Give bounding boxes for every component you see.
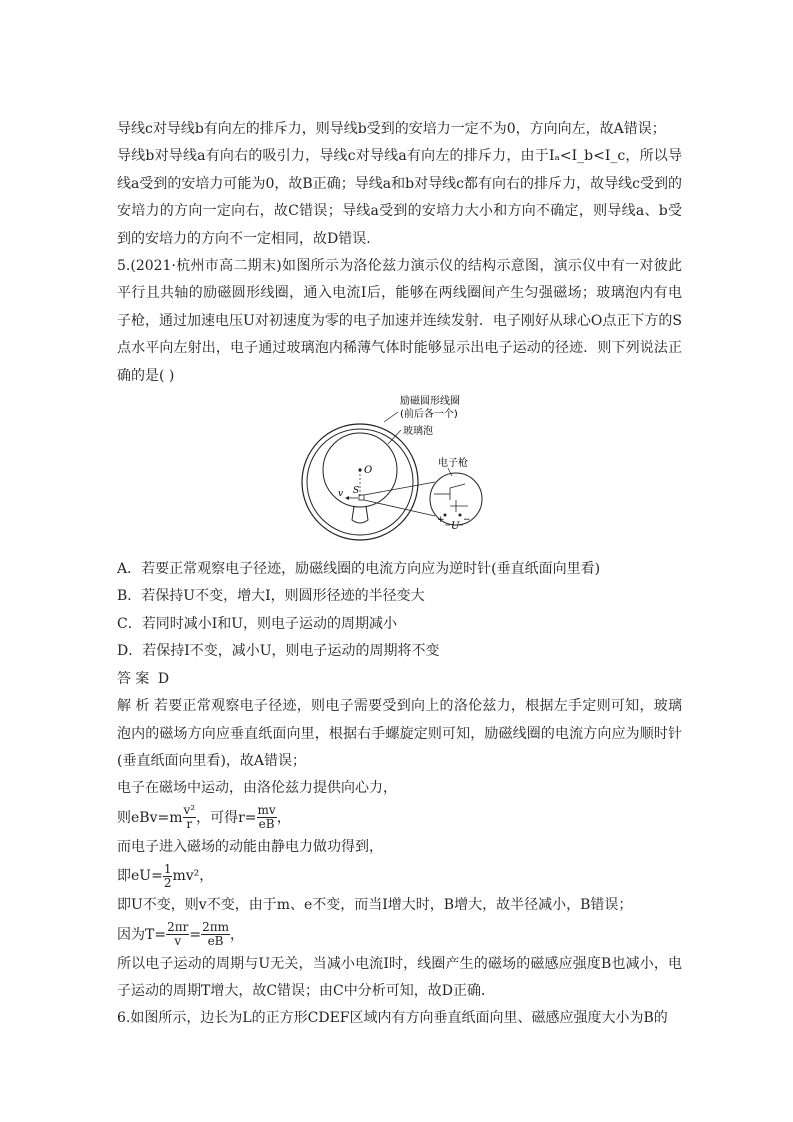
label-o: O bbox=[364, 465, 373, 477]
answer-label: 答案 bbox=[117, 670, 154, 687]
velocity-arrowhead bbox=[345, 496, 349, 500]
eq1-suffix: ， bbox=[276, 809, 291, 826]
option-b: B．若保持U不变，增大I，则圆形径迹的半径变大 bbox=[117, 588, 425, 605]
leader-coil bbox=[384, 412, 398, 422]
answer-line bbox=[117, 666, 682, 693]
label-u: U bbox=[451, 521, 460, 533]
analysis-text-1: 若要正常观察电子径迹，则电子需要受到向上的洛伦兹力，根据左手定则可知，玻璃泡内的磁场方向应垂直纸面向里，根据右手螺旋定则可知，励磁线圈的电流方向应为顺时针(垂直纸面向里看)，故A错误； bbox=[117, 698, 683, 769]
eq3-frac2-num: 2πm bbox=[202, 920, 229, 935]
leader-gun bbox=[448, 468, 452, 476]
eq1-frac2-den: eB bbox=[258, 817, 275, 832]
label-s: S bbox=[353, 486, 360, 497]
analysis-paragraph-1 bbox=[117, 693, 682, 775]
eq3-middle: = bbox=[189, 926, 202, 943]
document-page bbox=[117, 116, 682, 1033]
eq3-frac2-den: eB bbox=[207, 934, 224, 949]
equation-2 bbox=[117, 861, 682, 892]
label-coil-2: (前后各一个) bbox=[400, 409, 458, 421]
eq2-frac-num: 1 bbox=[163, 861, 172, 876]
bulb-neck bbox=[352, 506, 368, 523]
eq3-fraction-2 bbox=[201, 921, 230, 948]
question-6-stem: 6.如图所示，边长为L的正方形CDEF区域内有方向垂直纸面向里、磁感应强度大小为B的 bbox=[117, 1010, 668, 1027]
eq3-frac1-num: 2πr bbox=[167, 920, 189, 935]
label-minus: − bbox=[463, 515, 471, 526]
eq1-frac2-num: mv bbox=[257, 803, 276, 818]
eq3-prefix: 因为T= bbox=[117, 926, 167, 943]
eq1-frac1-den: r bbox=[186, 817, 193, 832]
eq1-fraction-2 bbox=[257, 804, 277, 831]
label-bulb: 玻璃泡 bbox=[403, 426, 433, 438]
label-v: v bbox=[338, 489, 344, 500]
intro-paragraph-1: 导线c对导线b有向左的排斥力，则导线b受到的安培力一定不为0，方向向左，故A错误； bbox=[117, 121, 666, 137]
eq1-fraction-1 bbox=[183, 804, 197, 831]
eq2-frac-den: 2 bbox=[163, 875, 172, 890]
label-gun: 电子枪 bbox=[438, 458, 468, 470]
eq3-fraction-1 bbox=[166, 921, 189, 948]
answer-value: D bbox=[157, 670, 170, 687]
analysis-paragraph-5: 所以电子运动的周期与U无关，当减小电流I时，线圈产生的磁场的磁感应强度B也减小，电子运动的周期T增大，故C错误；由C中分析可知，故D正确． bbox=[117, 955, 682, 999]
equation-1 bbox=[117, 803, 682, 834]
option-d: D．若保持I不变，减小U，则电子运动的周期将不变 bbox=[117, 643, 440, 660]
analysis-paragraph-4: 即U不变，则v不变，由于m、e不变，而当I增大时，B增大，故半径减小，B错误； bbox=[117, 897, 633, 914]
label-coil-1: 励磁圆形线圈 bbox=[400, 396, 460, 408]
lorentz-demonstrator-figure bbox=[117, 394, 682, 552]
option-c: C．若同时减小I和U，则电子运动的周期减小 bbox=[117, 615, 398, 632]
label-plus: + bbox=[437, 515, 445, 526]
terminal-minus bbox=[459, 514, 462, 517]
analysis-paragraph-3: 而电子进入磁场的动能由静电力做功得到， bbox=[117, 838, 383, 855]
zoom-line-bottom bbox=[364, 500, 435, 516]
figure-diagram bbox=[300, 394, 500, 552]
zoom-line-top bbox=[364, 482, 435, 495]
analysis-paragraph-2: 电子在磁场中运动，由洛伦兹力提供向心力， bbox=[117, 780, 397, 797]
gun-wire-a bbox=[450, 484, 465, 488]
eq2-prefix: 即eU= bbox=[117, 868, 163, 885]
eq1-frac1-num: v² bbox=[183, 803, 196, 818]
intro-paragraph-2: 导线b对导线a有向右的吸引力，导线c对导线a有向左的排斥力，由于Iₐ<I_b<I_c，所以导线a受到的安培力可能为0，故B正确；导线a和b对导线c都有向右的排斥力，故导线c受到的安培力的方向一定向右，故C错误；导线a受到的安培力大小和方向不确定，则导线a、b受到的安培力的方向不一定相同，故D错误. bbox=[117, 148, 682, 247]
eq3-frac1-den: v bbox=[174, 934, 182, 949]
eq1-prefix: 则eBv=m bbox=[117, 809, 183, 826]
option-a: A．若要正常观察电子径迹，励磁线圈的电流方向应为逆时针(垂直纸面向里看) bbox=[117, 561, 601, 578]
analysis-label: 解析 bbox=[117, 698, 154, 715]
question-5-stem: 5.(2021·杭州市高二期末)如图所示为洛伦兹力演示仪的结构示意图，演示仪中有一对彼此平行且共轴的励磁圆形线圈，通入电流I后，能够在两线圈间产生匀强磁场；玻璃泡内有电子枪，通过加速电压U对初速度为零的电子加速并连续发射．电子刚好从球心O点正下方的S点水平向左射出，电子通过玻璃泡内稀薄气体时能够显示出电子运动的径迹．则下列说法正确的是( ) bbox=[117, 258, 682, 384]
eq2-suffix: mv²， bbox=[172, 868, 214, 885]
equation-3 bbox=[117, 920, 682, 951]
eq1-middle: ，可得r= bbox=[196, 809, 257, 826]
eq3-suffix: ， bbox=[229, 926, 244, 943]
